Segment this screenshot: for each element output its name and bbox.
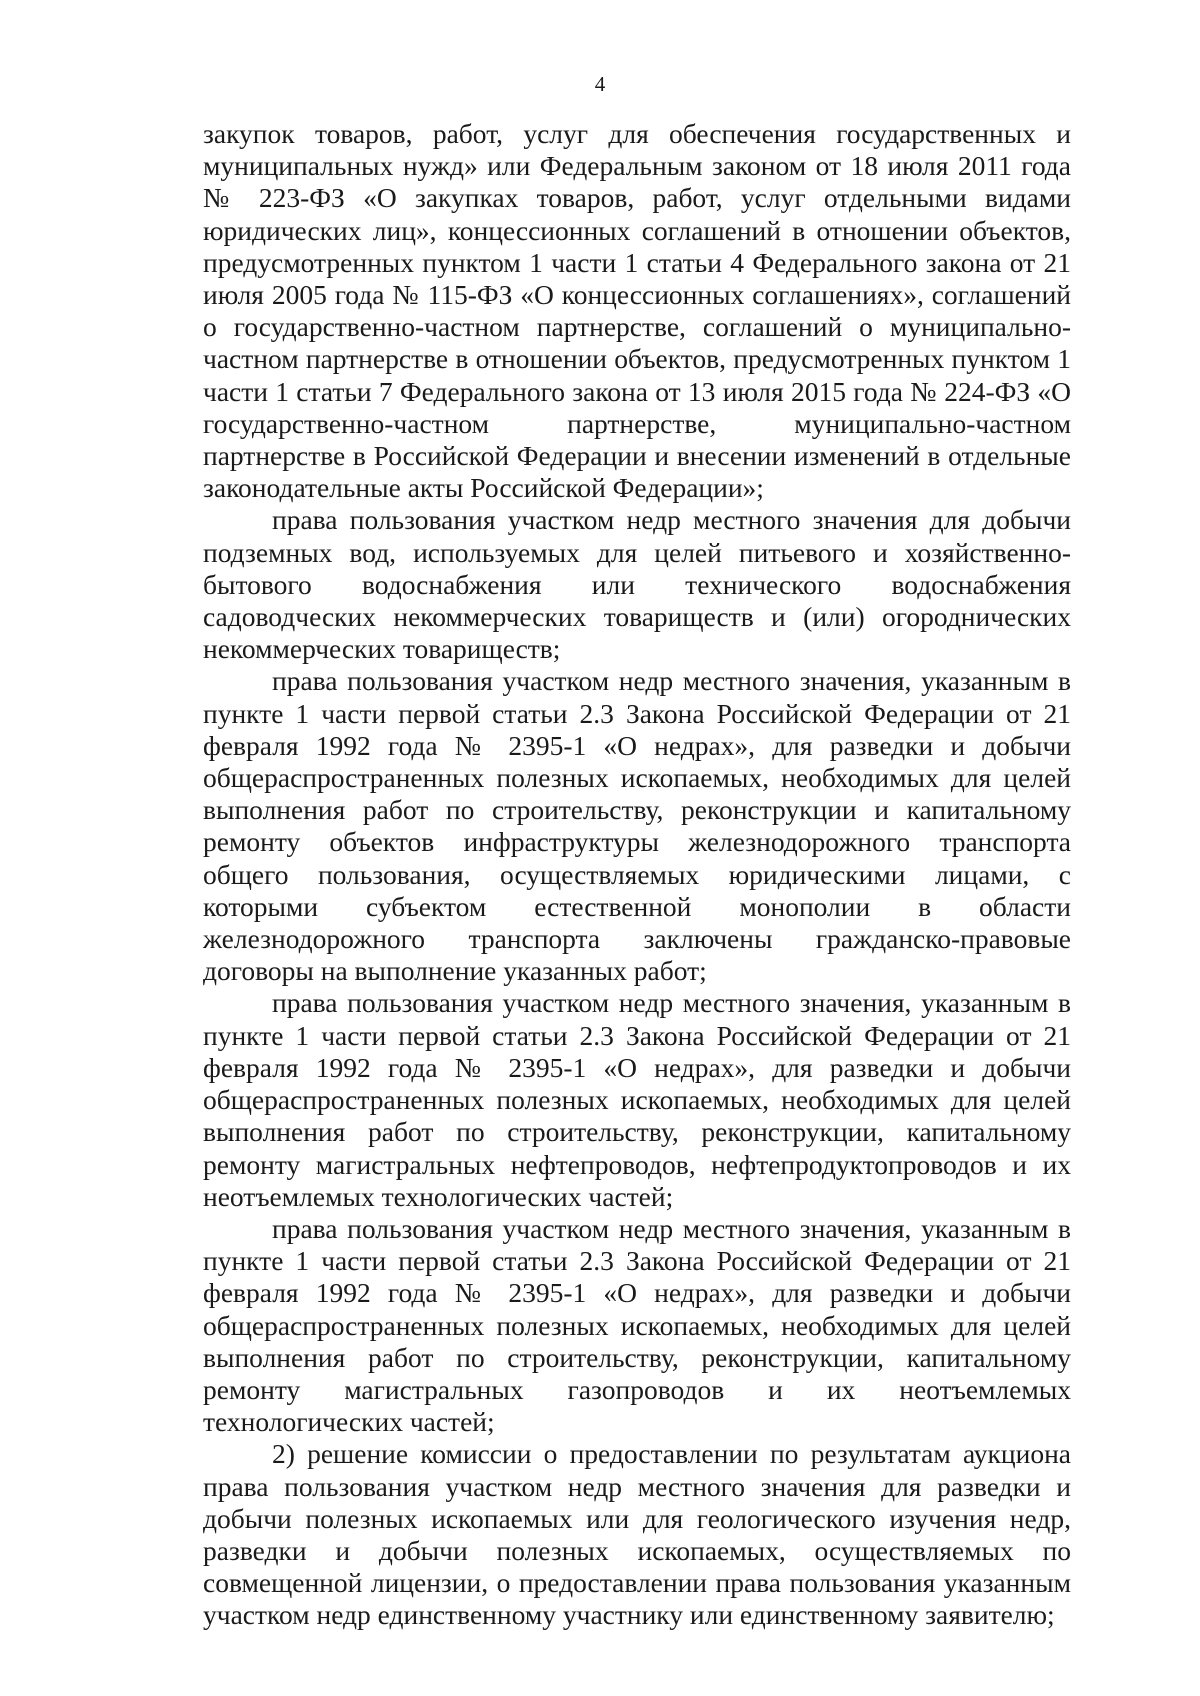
document-body [203, 118, 1071, 1632]
page-number: 4 [594, 72, 606, 96]
paragraph-railway-rights: права пользования участком недр местного значения, указанным в пункте 1 части первой статьи 2.3 Закона Российской Федерации от 21 февраля 1992 года № 2395-1 «О недрах», для разведки и добычи общераспространенных полезных ископаемых, необходимых для целей выполнения работ по строительству, реконструкции и капитальному ремонту объектов инфраструктуры железнодорожного транспорта общего пользования, осуществляемых юридическими лицами, с которыми субъектом естественной монополии в области железнодорожного транспорта заключены гражданско-правовые договоры на выполнение указанных работ; [203, 665, 1071, 987]
paragraph-item-2: 2) решение комиссии о предоставлении по результатам аукциона права пользования участком недр местного значения для разведки и добычи полезных ископаемых или для геологического изучения недр, разведки и добычи полезных ископаемых, осуществляемых по совмещенной лицензии, о предоставлении права пользования указанным участком недр единственному участнику или единственному заявителю; [203, 1438, 1071, 1631]
paragraph-oil-pipeline-rights: права пользования участком недр местного значения, указанным в пункте 1 части первой статьи 2.3 Закона Российской Федерации от 21 февраля 1992 года № 2395-1 «О недрах», для разведки и добычи общераспространенных полезных ископаемых, необходимых для целей выполнения работ по строительству, реконструкции, капитальному ремонту магистральных нефтепроводов, нефтепродуктопроводов и их неотъемлемых технологических частей; [203, 987, 1071, 1212]
paragraph-groundwater-rights: права пользования участком недр местного значения для добычи подземных вод, используемых для целей питьевого и хозяйственно-бытового водоснабжения или технического водоснабжения садоводческих некоммерческих товариществ и (или) огороднических некоммерческих товариществ; [203, 504, 1071, 665]
paragraph-continuation: закупок товаров, работ, услуг для обеспечения государственных и муниципальных нужд» или Федеральным законом от 18 июля 2011 года № 223-ФЗ «О закупках товаров, работ, услуг отдельными видами юридических лиц», концессионных соглашений в отношении объектов, предусмотренных пунктом 1 части 1 статьи 4 Федерального закона от 21 июля 2005 года № 115-ФЗ «О концессионных соглашениях», соглашений о государственно-частном партнерстве, соглашений о муниципально-частном партнерстве в отношении объектов, предусмотренных пунктом 1 части 1 статьи 7 Федерального закона от 13 июля 2015 года № 224-ФЗ «О государственно-частном партнерстве, муниципально-частном партнерстве в Российской Федерации и внесении изменений в отдельные законодательные акты Российской Федерации»; [203, 118, 1071, 504]
paragraph-gas-pipeline-rights: права пользования участком недр местного значения, указанным в пункте 1 части первой статьи 2.3 Закона Российской Федерации от 21 февраля 1992 года № 2395-1 «О недрах», для разведки и добычи общераспространенных полезных ископаемых, необходимых для целей выполнения работ по строительству, реконструкции, капитальному ремонту магистральных газопроводов и их неотъемлемых технологических частей; [203, 1212, 1071, 1438]
